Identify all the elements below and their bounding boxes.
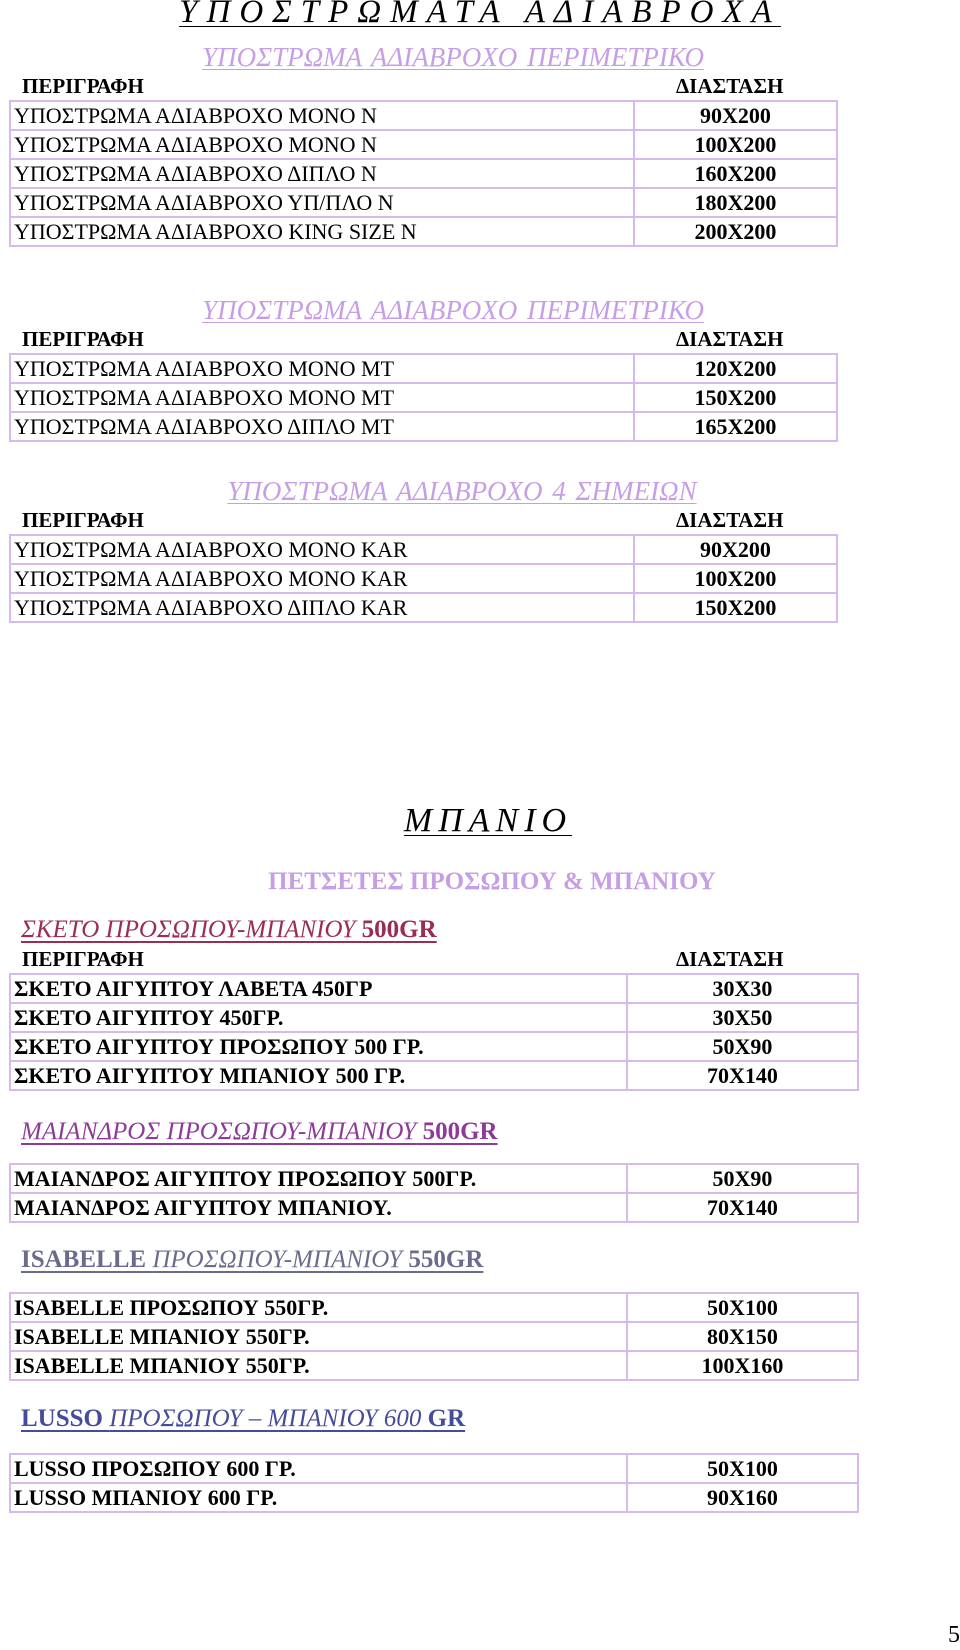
item-description: ISABELLE ΜΠΑΝΙΟΥ 550ΓΡ. [10, 1322, 627, 1351]
item-dimension: 200Χ200 [634, 217, 837, 246]
item-description: ΥΠΟΣΤΡΩΜΑ ΑΔΙΑΒΡΟΧΟ KING SIZE N [10, 217, 634, 246]
section-title-4-points: ΥΠΟΣΤΡΩΜΑ ΑΔΙΑΒΡΟΧΟ 4 ΣΗΜΕΙΩΝ [227, 476, 697, 506]
item-dimension: 30Χ50 [627, 1003, 858, 1032]
subsection-title-main: ΠΡΟΣΩΠΟΥ – ΜΠΑΝΙΟΥ 600 [109, 1405, 422, 1432]
table-row [10, 101, 837, 130]
column-header-description: ΠΕΡΙΓΡΑΦΗ [22, 74, 144, 98]
item-dimension: 160Χ200 [634, 159, 837, 188]
subsection-title-main: ΣΚΕΤΟ ΠΡΟΣΩΠΟΥ-ΜΠΑΝΙΟΥ [21, 916, 356, 943]
table-perimetric-n [9, 100, 838, 247]
item-dimension: 90Χ200 [634, 535, 837, 564]
item-description: ISABELLE ΠΡΟΣΩΠΟΥ 550ΓΡ. [10, 1293, 627, 1322]
table-row [10, 593, 837, 622]
table-row [10, 974, 858, 1003]
item-dimension: 100Χ200 [634, 564, 837, 593]
item-description: ΣΚΕΤΟ ΑΙΓΥΠΤΟΥ ΠΡΟΣΩΠΟΥ 500 ΓΡ. [10, 1032, 627, 1061]
item-dimension: 50Χ90 [627, 1164, 858, 1193]
column-header-dimension: ΔΙΑΣΤΑΣΗ [676, 508, 784, 532]
item-dimension: 50Χ90 [627, 1032, 858, 1061]
item-dimension: 150Χ200 [634, 593, 837, 622]
item-dimension: 180Χ200 [634, 188, 837, 217]
column-header-description: ΠΕΡΙΓΡΑΦΗ [22, 947, 144, 971]
table-lusso-towels [9, 1453, 859, 1513]
table-row [10, 1032, 858, 1061]
item-dimension: 30Χ30 [627, 974, 858, 1003]
table-perimetric-mt [9, 353, 838, 442]
subsection-title-main: ΜΑΙΑΝΔΡΟΣ ΠΡΟΣΩΠΟΥ-ΜΠΑΝΙΟΥ [21, 1118, 417, 1145]
table-row [10, 1193, 858, 1222]
table-row [10, 1483, 858, 1512]
table-row [10, 159, 837, 188]
table-row [10, 1351, 858, 1380]
item-description: ΜΑΙΑΝΔΡΟΣ ΑΙΓΥΠΤΟΥ ΜΠΑΝΙΟΥ. [10, 1193, 627, 1222]
item-dimension: 90Χ160 [627, 1483, 858, 1512]
table-plain-towels [9, 973, 859, 1091]
item-description: ΥΠΟΣΤΡΩΜΑ ΑΔΙΑΒΡΟΧΟ ΜΟΝΟ Ν [10, 130, 634, 159]
item-description: LUSSO ΜΠΑΝΙΟΥ 600 ΓΡ. [10, 1483, 627, 1512]
item-description: ISABELLE ΜΠΑΝΙΟΥ 550ΓΡ. [10, 1351, 627, 1380]
subsection-title-isabelle [21, 1246, 483, 1274]
item-dimension: 50Χ100 [627, 1454, 858, 1483]
item-dimension: 120Χ200 [634, 354, 837, 383]
page-title: ΥΠΟΣΤΡΩΜΑΤΑ ΑΔΙΑΒΡΟΧΑ [179, 0, 781, 30]
table-row [10, 535, 837, 564]
subsection-title-weight: 550GR [402, 1246, 484, 1273]
table-row [10, 564, 837, 593]
subsection-title-weight: 500GR [355, 916, 437, 943]
table-row [10, 1454, 858, 1483]
subsection-title-maiandros [21, 1118, 498, 1146]
table-row [10, 412, 837, 441]
subsection-title-main: ΠΡΟΣΩΠΟΥ-ΜΠΑΝΙΟΥ [152, 1246, 403, 1273]
section-title-perimetric-n: ΥΠΟΣΤΡΩΜΑ ΑΔΙΑΒΡΟΧΟ ΠΕΡΙΜΕΤΡΙΚΟ [202, 42, 704, 72]
item-description: ΥΠΟΣΤΡΩΜΑ ΑΔΙΑΒΡΟΧΟ ΜΟΝΟ KAR [10, 535, 634, 564]
item-dimension: 150Χ200 [634, 383, 837, 412]
item-description: ΥΠΟΣΤΡΩΜΑ ΑΔΙΑΒΡΟΧΟ ΔΙΠΛΟ KAR [10, 593, 634, 622]
table-row [10, 1293, 858, 1322]
subsection-title-brand: LUSSO [21, 1405, 110, 1432]
bath-section-title: ΜΠΑΝΙΟ [403, 802, 573, 839]
item-description: ΣΚΕΤΟ ΑΙΓΥΠΤΟΥ ΜΠΑΝΙΟΥ 500 ΓΡ. [10, 1061, 627, 1090]
table-isabelle-towels [9, 1292, 859, 1381]
subsection-title-plain [21, 916, 437, 944]
item-description: ΥΠΟΣΤΡΩΜΑ ΑΔΙΑΒΡΟΧΟ ΜΟΝΟ Ν [10, 101, 634, 130]
section-title-perimetric-mt: ΥΠΟΣΤΡΩΜΑ ΑΔΙΑΒΡΟΧΟ ΠΕΡΙΜΕΤΡΙΚΟ [202, 295, 704, 325]
item-dimension: 100Χ200 [634, 130, 837, 159]
subsection-title-lusso [21, 1405, 465, 1433]
item-description: ΥΠΟΣΤΡΩΜΑ ΑΔΙΑΒΡΟΧΟ ΜΟΝΟ ΜΤ [10, 354, 634, 383]
table-row [10, 1003, 858, 1032]
column-header-dimension: ΔΙΑΣΤΑΣΗ [676, 327, 784, 351]
page-number: 5 [948, 1622, 960, 1648]
item-description: ΥΠΟΣΤΡΩΜΑ ΑΔΙΑΒΡΟΧΟ ΜΟΝΟ ΜΤ [10, 383, 634, 412]
table-row [10, 130, 837, 159]
item-description: ΣΚΕΤΟ ΑΙΓΥΠΤΟΥ 450ΓΡ. [10, 1003, 627, 1032]
item-dimension: 50Χ100 [627, 1293, 858, 1322]
subsection-title-weight: 500GR [416, 1118, 498, 1145]
table-row [10, 383, 837, 412]
column-header-description: ΠΕΡΙΓΡΑΦΗ [22, 327, 144, 351]
item-description: ΣΚΕΤΟ ΑΙΓΥΠΤΟΥ ΛΑΒΕΤΑ 450ΓΡ [10, 974, 627, 1003]
towels-title: ΠΕΤΣΕΤΕΣ ΠΡΟΣΩΠΟΥ & ΜΠΑΝΙΟΥ [268, 868, 716, 895]
item-description: ΥΠΟΣΤΡΩΜΑ ΑΔΙΑΒΡΟΧΟ ΜΟΝΟ KAR [10, 564, 634, 593]
table-row [10, 354, 837, 383]
item-dimension: 80Χ150 [627, 1322, 858, 1351]
item-dimension: 165Χ200 [634, 412, 837, 441]
table-4-points [9, 534, 838, 623]
table-row [10, 1164, 858, 1193]
item-description: ΥΠΟΣΤΡΩΜΑ ΑΔΙΑΒΡΟΧΟ ΥΠ/ΠΛΟ Ν [10, 188, 634, 217]
item-description: ΥΠΟΣΤΡΩΜΑ ΑΔΙΑΒΡΟΧΟ ΔΙΠΛΟ ΜΤ [10, 412, 634, 441]
column-header-dimension: ΔΙΑΣΤΑΣΗ [676, 947, 784, 971]
item-dimension: 70Χ140 [627, 1193, 858, 1222]
subsection-title-weight: GR [421, 1405, 466, 1432]
item-dimension: 100Χ160 [627, 1351, 858, 1380]
item-dimension: 70Χ140 [627, 1061, 858, 1090]
item-description: ΜΑΙΑΝΔΡΟΣ ΑΙΓΥΠΤΟΥ ΠΡΟΣΩΠΟΥ 500ΓΡ. [10, 1164, 627, 1193]
table-row [10, 217, 837, 246]
item-description: ΥΠΟΣΤΡΩΜΑ ΑΔΙΑΒΡΟΧΟ ΔΙΠΛΟ Ν [10, 159, 634, 188]
item-dimension: 90Χ200 [634, 101, 837, 130]
column-header-description: ΠΕΡΙΓΡΑΦΗ [22, 508, 144, 532]
table-row [10, 188, 837, 217]
table-maiandros-towels [9, 1163, 859, 1223]
subsection-title-brand: ISABELLE [21, 1246, 153, 1273]
table-row [10, 1061, 858, 1090]
item-description: LUSSO ΠΡΟΣΩΠΟΥ 600 ΓΡ. [10, 1454, 627, 1483]
table-row [10, 1322, 858, 1351]
column-header-dimension: ΔΙΑΣΤΑΣΗ [676, 74, 784, 98]
